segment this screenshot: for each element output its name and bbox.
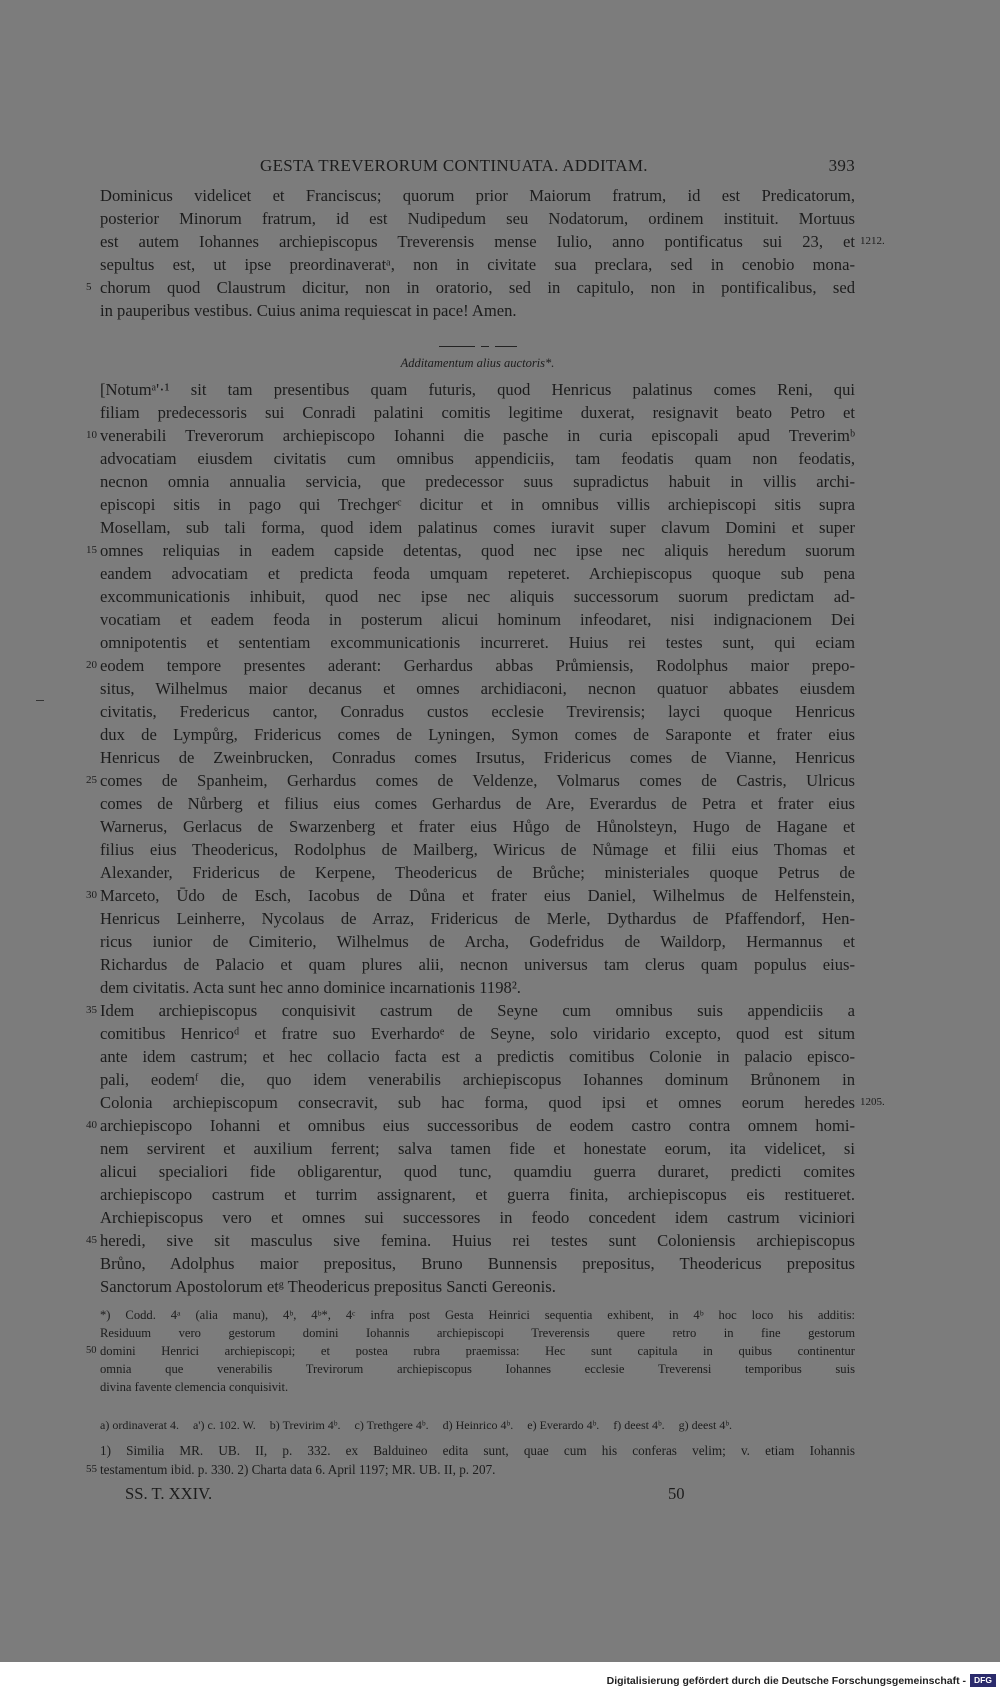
line-text: heredi, sive sit masculus sive femina. Huius rei testes sunt Coloniensis archiepiscopus: [100, 1231, 855, 1250]
line-text: eodem tempore presentes aderant: Gerhardus abbas Průmiensis, Rodolphus maior prepo-: [100, 656, 855, 675]
line-text: domini Henrici archiepiscopi; et postea rubra praemissa: Hec sunt capitula in quibus continentur: [100, 1344, 855, 1358]
variant-item: g) deest 4ᵇ.: [678, 1418, 733, 1432]
signature-left: SS. T. XXIV.: [125, 1484, 213, 1503]
text-line: [100, 1045, 855, 1068]
line-text: archiepiscopo Iohanni et omnibus eius successoribus de eodem castro contra omnem homi-: [100, 1116, 855, 1135]
text-line: [100, 1275, 855, 1298]
line-number: 55: [86, 1463, 97, 1475]
separator-dashes: [100, 346, 855, 350]
text-line: [86, 999, 855, 1022]
line-text: dux de Lympůrg, Fridericus comes de Lyningen, Symon comes de Saraponte et frater eius: [100, 725, 855, 744]
line-text: excommunicationis inhibuit, quod nec ipse nec aliquis successorum suorum predictam ad-: [100, 587, 855, 606]
line-text: alicui specialiori fide obligarentur, quod tunc, quamdiu guerra duraret, predicti comites: [100, 1162, 855, 1181]
text-line: [100, 930, 855, 953]
line-number: 45: [86, 1234, 97, 1246]
line-text: Colonia archiepiscopum consecravit, sub hac forma, quod ipsi et omnes eorum heredes: [100, 1093, 855, 1112]
text-line: [100, 1137, 855, 1160]
line-text: filiam predecessoris sui Conradi palatini comitis legitime duxerat, resignavit beato Petro et: [100, 403, 855, 422]
line-number: 35: [86, 1004, 97, 1016]
text-line: [100, 253, 855, 276]
line-text: *) Codd. 4ᵃ (alia manu), 4ᵇ, 4ᵇ*, 4ᶜ infra post Gesta Heinrici sequentia exhibent, in 4ᵇ hoc loco his additis:: [100, 1308, 855, 1322]
text-line: [100, 562, 855, 585]
variant-item: b) Trevirim 4ᵇ.: [269, 1418, 341, 1432]
line-text: venerabili Treverorum archiepiscopo Iohanni die pasche in curia episcopali apud Treverimᵇ: [100, 426, 855, 445]
text-line: [100, 1022, 855, 1045]
line-text: vocatiam et eadem feoda in posterum alicui hominum infeodaret, nisi indignacionem Dei: [100, 610, 855, 629]
text-line: [100, 401, 855, 424]
text-line: [100, 299, 855, 322]
line-text: Brůno, Adolphus maior prepositus, Bruno Bunnensis prepositus, Theodericus prepositus: [100, 1254, 855, 1273]
line-text: omnipotentis et sententiam excommunicationis incurreret. Huius rei testes sunt, qui eciam: [100, 633, 855, 652]
text-line: [100, 976, 855, 999]
text-line: [86, 1460, 855, 1479]
line-text: in pauperibus vestibus. Cuius anima requiescat in pace! Amen.: [100, 301, 517, 320]
variant-item: f) deest 4ᵇ.: [613, 1418, 665, 1432]
line-text: situs, Wilhelmus maior decanus et omnes archidiaconi, necnon quatuor abbates eiusdem: [100, 679, 855, 698]
line-text: Archiepiscopus vero et omnes sui successores in feodo concedent idem castrum viciniori: [100, 1208, 855, 1227]
line-text: Alexander, Fridericus de Kerpene, Theodericus de Brůche; ministeriales quoque Petrus de: [100, 863, 855, 882]
line-text: advocatiam eiusdem civitatis cum omnibus appendiciis, tam feodatis quam non feodatis,: [100, 449, 855, 468]
line-number: 40: [86, 1119, 97, 1131]
text-line: [100, 230, 885, 253]
main-text: [86, 378, 885, 1298]
text-line: [86, 884, 855, 907]
line-text: eandem advocatiam et predicta feoda umquam repeteret. Archiepiscopus quoque sub pena: [100, 564, 855, 583]
text-line: [100, 677, 855, 700]
line-text: Residuum vero gestorum domini Iohannis archiepiscopi Treverensis quere retro in fine gestorum: [100, 1326, 855, 1340]
line-number: 50: [86, 1345, 97, 1356]
line-text: Idem archiepiscopus conquisivit castrum de Seyne cum omnibus suis appendiciis a: [100, 1001, 855, 1020]
text-line: [100, 1183, 855, 1206]
footnote-star: [86, 1306, 855, 1396]
text-line: [86, 276, 855, 299]
line-number: 25: [86, 774, 97, 786]
text-line: [100, 861, 855, 884]
line-number: 10: [86, 429, 97, 441]
additamentum-heading: Additamentum alius auctoris*.: [400, 356, 555, 370]
line-text: Sanctorum Apostolorum etᵍ Theodericus prepositus Sancti Gereonis.: [100, 1277, 556, 1296]
footer-credit: Digitalisierung gefördert durch die Deutsche Forschungsgemeinschaft -: [606, 1675, 966, 1687]
text-line: [100, 1360, 855, 1378]
intro-paragraph: [86, 184, 885, 322]
running-header: [100, 156, 855, 182]
line-text: testamentum ibid. p. 330. 2) Charta data 6. April 1197; MR. UB. II, p. 207.: [100, 1462, 496, 1477]
line-text: Richardus de Palacio et quam plures alii, necnon universus tam clerus quam populus eius-: [100, 955, 855, 974]
text-line: [86, 1342, 855, 1360]
text-line: [100, 1206, 855, 1229]
line-text: civitatis, Fredericus cantor, Conradus custos ecclesie Trevirensis; layci quoque Henricus: [100, 702, 855, 721]
text-line: [100, 907, 855, 930]
line-text: Warnerus, Gerlacus de Swarzenberg et frater eius Hůgo de Hůnolsteyn, Hugo de Hagane et: [100, 817, 855, 836]
line-number: 5: [86, 281, 92, 293]
variant-readings: [100, 1415, 855, 1435]
text-line: [86, 424, 855, 447]
text-line: [100, 1068, 855, 1091]
text-line: [86, 1229, 855, 1252]
line-text: divina favente clemencia conquisivit.: [100, 1380, 289, 1394]
text-line: [100, 1306, 855, 1324]
margin-mark: [36, 700, 44, 701]
line-text: comes de Spanheim, Gerhardus comes de Veldenze, Volmarus comes de Castris, Ulricus: [100, 771, 855, 790]
page-number: 393: [828, 156, 855, 175]
text-line: [100, 815, 855, 838]
text-line: [100, 470, 855, 493]
line-text: Henricus de Zweinbrucken, Conradus comes Irsutus, Fridericus comes de Vianne, Henricus: [100, 748, 855, 767]
text-line: [100, 1441, 855, 1460]
text-line: [100, 1160, 855, 1183]
line-text: Dominicus videlicet et Franciscus; quorum prior Maiorum fratrum, id est Predicatorum,: [100, 186, 855, 205]
dfg-logo-icon: DFG: [970, 1674, 996, 1687]
text-line: [86, 769, 855, 792]
variant-item: a') c. 102. W.: [192, 1418, 256, 1432]
signature-right: 50: [668, 1484, 685, 1503]
line-text: chorum quod Claustrum dicitur, non in oratorio, sed in capitulo, non in pontificalibus, sed: [100, 278, 855, 297]
line-number: 30: [86, 889, 97, 901]
text-line: [100, 1378, 855, 1396]
text-line: [100, 838, 855, 861]
line-text: Mosellam, sub tali forma, quod idem palatinus comes iuravit super clavum Domini et super: [100, 518, 855, 537]
line-number: 20: [86, 659, 97, 671]
line-text: posterior Minorum fratrum, id est Nudipedum seu Nodatorum, ordinem instituit. Mortuus: [100, 209, 855, 228]
line-text: [Notumᵃ'·¹ sit tam presentibus quam futuris, quod Henricus palatinus comes Reni, qui: [100, 380, 855, 399]
line-text: est autem Iohannes archiepiscopus Treverensis mense Iulio, anno pontificatus sui 23, et: [100, 232, 855, 251]
running-title: GESTA TREVERORUM CONTINUATA. ADDITAM.: [260, 156, 648, 175]
line-text: ante idem castrum; et hec collacio facta est a predictis comitibus Colonie in palacio episco-: [100, 1047, 855, 1066]
variant-item: e) Everardo 4ᵇ.: [527, 1418, 600, 1432]
line-text: episcopi sitis in pago qui Trechgerᶜ dicitur et in omnibus villis archiepiscopi sitis supra: [100, 495, 855, 514]
line-number: 15: [86, 544, 97, 556]
text-line: [86, 539, 855, 562]
line-text: dem civitatis. Acta sunt hec anno dominice incarnationis 1198².: [100, 978, 521, 997]
line-text: Henricus Leinherre, Nycolaus de Arraz, Fridericus de Merle, Dythardus de Pfaffendorf, Hen-: [100, 909, 855, 928]
line-text: Marceto, Ūdo de Esch, Iacobus de Důna et frater eius Daniel, Wilhelmus de Helfenstein,: [100, 886, 855, 905]
text-line: [100, 723, 855, 746]
text-line: [100, 1091, 885, 1114]
line-text: necnon omnia annualia servicia, que predecessor suus supradictus habuit in villis archi-: [100, 472, 855, 491]
text-line: [100, 207, 855, 230]
line-text: omnes reliquias in eadem capside detentas, quod nec ipse nec aliquis heredum suorum: [100, 541, 855, 560]
text-line: [100, 585, 855, 608]
text-line: [100, 746, 855, 769]
text-line: [100, 1324, 855, 1342]
line-text: archiepiscopo castrum et turrim assignarent, et guerra finita, archiepiscopus eis restitueret.: [100, 1185, 855, 1204]
text-line: [100, 700, 855, 723]
variant-item: d) Heinrico 4ᵇ.: [442, 1418, 514, 1432]
text-line: [100, 1252, 855, 1275]
line-text: comitibus Henricoᵈ et fratre suo Everhardoᵉ de Seyne, solo viridario excepto, quod est situm: [100, 1024, 855, 1043]
margin-year: 1205.: [860, 1096, 885, 1108]
text-line: [100, 953, 855, 976]
text-line: [100, 608, 855, 631]
text-line: [100, 378, 855, 401]
line-text: nem servirent et auxilium ferrent; salva tamen fide et honestate eorum, ita videlicet, si: [100, 1139, 855, 1158]
text-line: [100, 493, 855, 516]
source-notes: [86, 1441, 855, 1479]
line-text: pali, eodemᶠ die, quo idem venerabilis archiepiscopus Iohannes dominum Brůnonem in: [100, 1070, 855, 1089]
text-line: [100, 447, 855, 470]
variant-item: a) ordinaverat 4.: [100, 1418, 179, 1432]
line-text: filius eius Theodericus, Rodolphus de Mailberg, Wiricus de Nůmage et filii eius Thomas et: [100, 840, 855, 859]
text-line: [100, 631, 855, 654]
line-text: comes de Nůrberg et filius eius comes Gerhardus de Are, Everardus de Petra et frater eius: [100, 794, 855, 813]
text-line: [100, 792, 855, 815]
margin-year: 1212.: [860, 235, 885, 247]
variant-item: c) Trethgere 4ᵇ.: [354, 1418, 429, 1432]
text-line: [100, 184, 855, 207]
line-text: omnia que venerabilis Trevirorum archiepiscopus Iohannes ecclesie Treverensi temporibus suis: [100, 1362, 855, 1376]
text-line: [86, 654, 855, 677]
text-line: [100, 516, 855, 539]
line-text: 1) Similia MR. UB. II, p. 332. ex Balduineo edita sunt, quae cum his conferas velim; v. etiam Iohannis: [100, 1443, 855, 1458]
line-text: ricus iunior de Cimiterio, Wilhelmus de Archa, Godefridus de Waildorp, Hermannus et: [100, 932, 855, 951]
line-text: sepultus est, ut ipse preordinaveratᵃ, non in civitate sua preclara, sed in cenobio mona-: [100, 255, 855, 274]
text-line: [86, 1114, 855, 1137]
